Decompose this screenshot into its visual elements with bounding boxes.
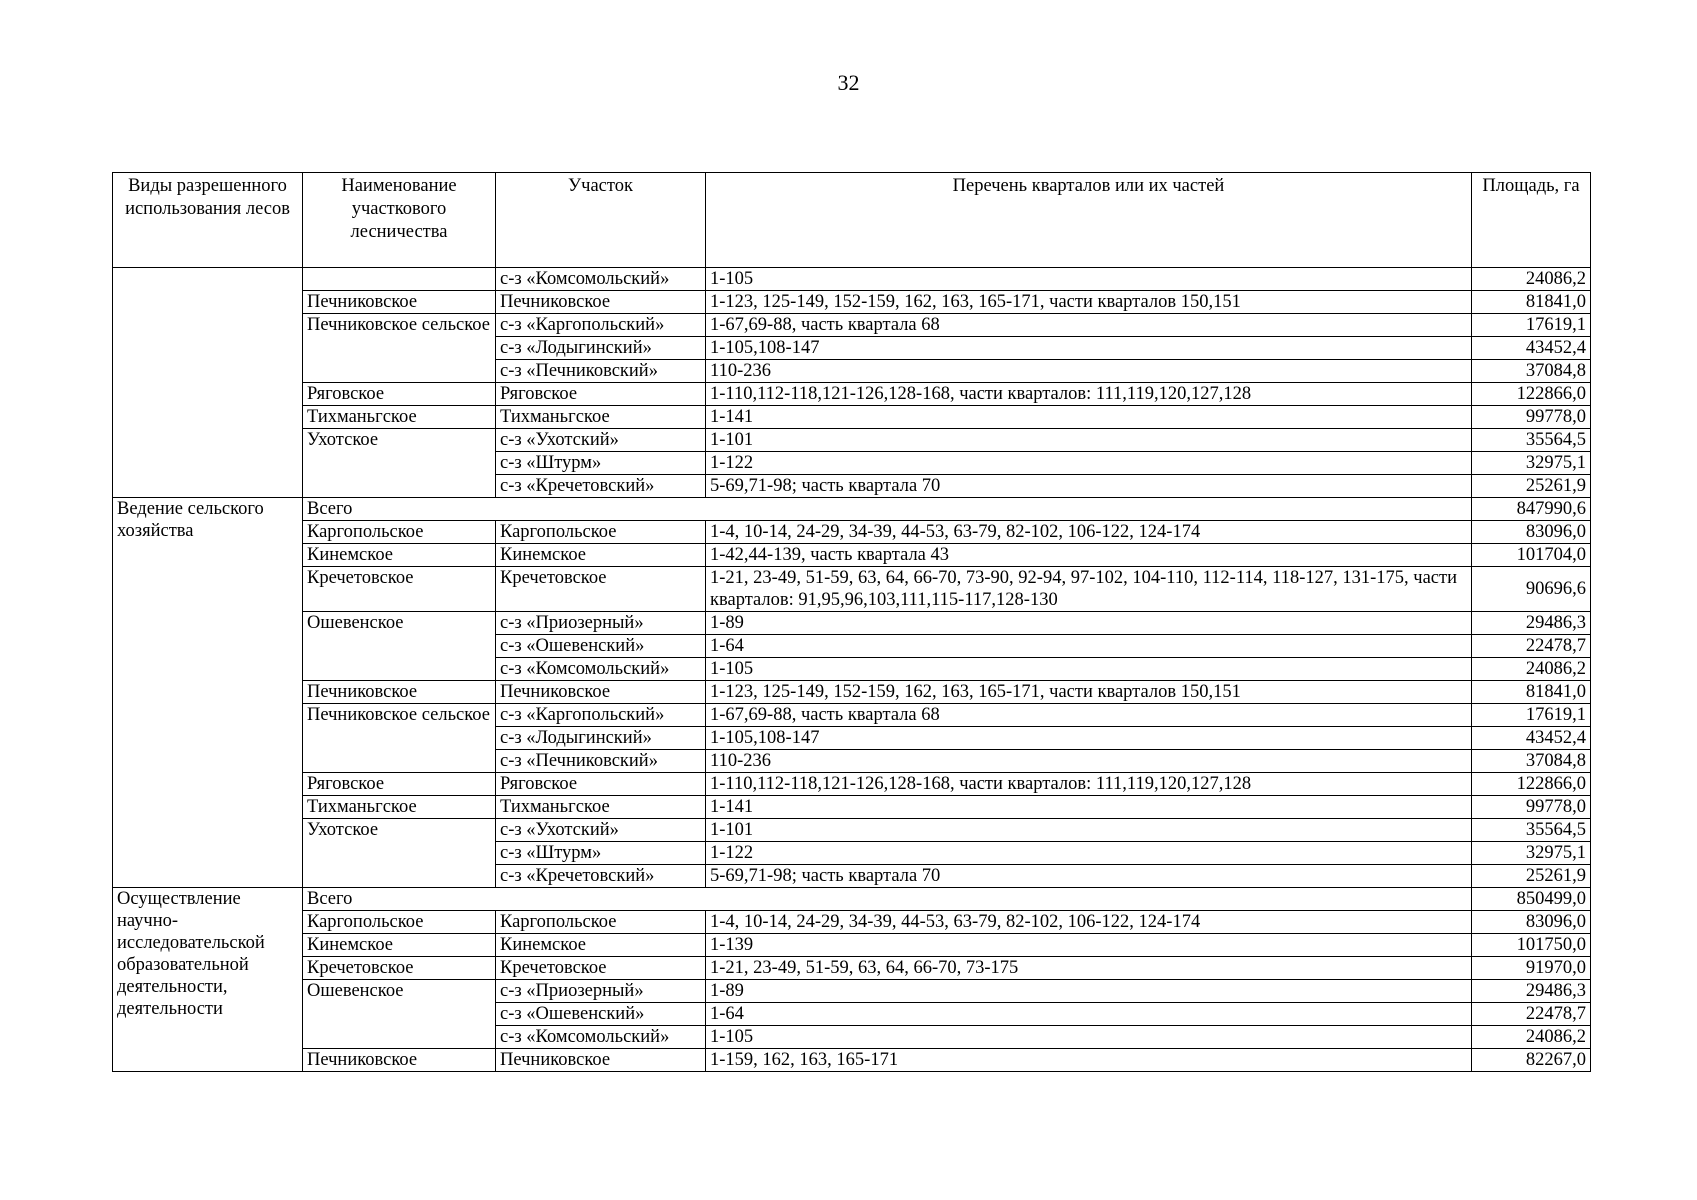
- use-cell: [113, 268, 303, 498]
- quarters-cell: 1-105: [706, 1026, 1472, 1049]
- forestry-cell: Каргопольское: [303, 911, 496, 934]
- use-cell: Осуществление научно-исследовательской образовательной деятельности, деятельности: [113, 888, 303, 1072]
- area-cell: 81841,0: [1472, 291, 1591, 314]
- table-row: [113, 544, 1591, 567]
- area-cell: 43452,4: [1472, 337, 1591, 360]
- table-row: [113, 521, 1591, 544]
- area-cell: 24086,2: [1472, 268, 1591, 291]
- site-cell: с-з «Комсомольский»: [496, 1026, 706, 1049]
- area-cell: 101750,0: [1472, 934, 1591, 957]
- quarters-cell: 5-69,71-98; часть квартала 70: [706, 865, 1472, 888]
- site-cell: с-з «Кречетовский»: [496, 475, 706, 498]
- header-site: Участок: [496, 173, 706, 268]
- area-cell: 99778,0: [1472, 406, 1591, 429]
- quarters-cell: 1-139: [706, 934, 1472, 957]
- site-cell: Тихманьгское: [496, 796, 706, 819]
- forestry-cell: Ряговское: [303, 383, 496, 406]
- table-row: [113, 1049, 1591, 1072]
- quarters-cell: 1-110,112-118,121-126,128-168, части кварталов: 111,119,120,127,128: [706, 383, 1472, 406]
- area-cell: 22478,7: [1472, 635, 1591, 658]
- page-number: 32: [837, 70, 860, 95]
- table-row: [113, 612, 1591, 635]
- forestry-cell: Ухотское: [303, 429, 496, 498]
- site-cell: с-з «Лодыгинский»: [496, 727, 706, 750]
- area-cell: 24086,2: [1472, 658, 1591, 681]
- total-label: Всего: [303, 498, 1472, 521]
- quarters-cell: 1-105,108-147: [706, 337, 1472, 360]
- area-cell: 83096,0: [1472, 521, 1591, 544]
- table-row: [113, 704, 1591, 727]
- area-cell: 32975,1: [1472, 452, 1591, 475]
- site-cell: с-з «Кречетовский»: [496, 865, 706, 888]
- forestry-cell: Печниковское: [303, 291, 496, 314]
- quarters-cell: 1-105: [706, 658, 1472, 681]
- table-row: [113, 934, 1591, 957]
- quarters-cell: 1-67,69-88, часть квартала 68: [706, 314, 1472, 337]
- area-cell: 35564,5: [1472, 429, 1591, 452]
- forestry-cell: Печниковское: [303, 1049, 496, 1072]
- table-row: [113, 268, 1591, 291]
- site-cell: Тихманьгское: [496, 406, 706, 429]
- area-cell: 32975,1: [1472, 842, 1591, 865]
- area-cell: 37084,8: [1472, 360, 1591, 383]
- area-cell: 37084,8: [1472, 750, 1591, 773]
- area-cell: 90696,6: [1472, 567, 1591, 612]
- quarters-cell: 1-64: [706, 1003, 1472, 1026]
- forest-use-table: [112, 172, 1591, 1072]
- quarters-cell: 1-105: [706, 268, 1472, 291]
- total-area: 847990,6: [1472, 498, 1591, 521]
- site-cell: с-з «Лодыгинский»: [496, 337, 706, 360]
- site-cell: с-з «Приозерный»: [496, 980, 706, 1003]
- site-cell: Печниковское: [496, 1049, 706, 1072]
- table-row: [113, 980, 1591, 1003]
- quarters-cell: 1-21, 23-49, 51-59, 63, 64, 66-70, 73-175: [706, 957, 1472, 980]
- quarters-cell: 1-110,112-118,121-126,128-168, части кварталов: 111,119,120,127,128: [706, 773, 1472, 796]
- forestry-cell: Ухотское: [303, 819, 496, 888]
- total-label: Всего: [303, 888, 1472, 911]
- area-cell: 83096,0: [1472, 911, 1591, 934]
- site-cell: с-з «Комсомольский»: [496, 658, 706, 681]
- table-row: [113, 314, 1591, 337]
- quarters-cell: 1-123, 125-149, 152-159, 162, 163, 165-171, части кварталов 150,151: [706, 291, 1472, 314]
- quarters-cell: 1-21, 23-49, 51-59, 63, 64, 66-70, 73-90, 92-94, 97-102, 104-110, 112-114, 118-127, 131-175, части кварталов: 91,95,96,103,111,115-117,128-130: [706, 567, 1472, 612]
- forestry-cell: [303, 268, 496, 291]
- quarters-cell: 1-141: [706, 796, 1472, 819]
- site-cell: с-з «Печниковский»: [496, 750, 706, 773]
- quarters-cell: 1-122: [706, 842, 1472, 865]
- table-row: [113, 567, 1591, 612]
- table-row: [113, 957, 1591, 980]
- table-row: [113, 383, 1591, 406]
- site-cell: Каргопольское: [496, 521, 706, 544]
- total-row: [113, 888, 1591, 911]
- site-cell: с-з «Ошевенский»: [496, 635, 706, 658]
- quarters-cell: 1-64: [706, 635, 1472, 658]
- header-forestry: Наименование участкового лесничества: [303, 173, 496, 268]
- area-cell: 35564,5: [1472, 819, 1591, 842]
- site-cell: с-з «Печниковский»: [496, 360, 706, 383]
- forestry-cell: Печниковское сельское: [303, 314, 496, 383]
- area-cell: 99778,0: [1472, 796, 1591, 819]
- header-area: Площадь, га: [1472, 173, 1591, 268]
- quarters-cell: 1-122: [706, 452, 1472, 475]
- area-cell: 25261,9: [1472, 865, 1591, 888]
- table-row: [113, 819, 1591, 842]
- site-cell: с-з «Ухотский»: [496, 429, 706, 452]
- site-cell: с-з «Штурм»: [496, 842, 706, 865]
- quarters-cell: 110-236: [706, 360, 1472, 383]
- quarters-cell: 1-105,108-147: [706, 727, 1472, 750]
- area-cell: 81841,0: [1472, 681, 1591, 704]
- table-row: [113, 911, 1591, 934]
- forestry-cell: Тихманьгское: [303, 796, 496, 819]
- quarters-cell: 1-159, 162, 163, 165-171: [706, 1049, 1472, 1072]
- area-cell: 17619,1: [1472, 704, 1591, 727]
- area-cell: 101704,0: [1472, 544, 1591, 567]
- total-area: 850499,0: [1472, 888, 1591, 911]
- area-cell: 29486,3: [1472, 980, 1591, 1003]
- table-header-row: [113, 173, 1591, 268]
- quarters-cell: 1-123, 125-149, 152-159, 162, 163, 165-171, части кварталов 150,151: [706, 681, 1472, 704]
- total-row: [113, 498, 1591, 521]
- table-row: [113, 291, 1591, 314]
- site-cell: с-з «Каргопольский»: [496, 314, 706, 337]
- use-cell: Ведение сельского хозяйства: [113, 498, 303, 888]
- forestry-cell: Тихманьгское: [303, 406, 496, 429]
- site-cell: Ряговское: [496, 773, 706, 796]
- table-row: [113, 796, 1591, 819]
- quarters-cell: 110-236: [706, 750, 1472, 773]
- quarters-cell: 5-69,71-98; часть квартала 70: [706, 475, 1472, 498]
- forestry-cell: Печниковское сельское: [303, 704, 496, 773]
- quarters-cell: 1-101: [706, 429, 1472, 452]
- forestry-cell: Кречетовское: [303, 957, 496, 980]
- site-cell: Кречетовское: [496, 957, 706, 980]
- area-cell: 82267,0: [1472, 1049, 1591, 1072]
- site-cell: с-з «Приозерный»: [496, 612, 706, 635]
- forestry-cell: Ошевенское: [303, 612, 496, 681]
- site-cell: с-з «Комсомольский»: [496, 268, 706, 291]
- quarters-cell: 1-4, 10-14, 24-29, 34-39, 44-53, 63-79, 82-102, 106-122, 124-174: [706, 521, 1472, 544]
- area-cell: 24086,2: [1472, 1026, 1591, 1049]
- quarters-cell: 1-141: [706, 406, 1472, 429]
- header-use: Виды разрешенного использования лесов: [113, 173, 303, 268]
- area-cell: 22478,7: [1472, 1003, 1591, 1026]
- forestry-cell: Печниковское: [303, 681, 496, 704]
- quarters-cell: 1-4, 10-14, 24-29, 34-39, 44-53, 63-79, 82-102, 106-122, 124-174: [706, 911, 1472, 934]
- site-cell: с-з «Каргопольский»: [496, 704, 706, 727]
- site-cell: Кинемское: [496, 544, 706, 567]
- table-row: [113, 406, 1591, 429]
- table-row: [113, 681, 1591, 704]
- site-cell: Кинемское: [496, 934, 706, 957]
- header-quarters: Перечень кварталов или их частей: [706, 173, 1472, 268]
- area-cell: 43452,4: [1472, 727, 1591, 750]
- site-cell: Кречетовское: [496, 567, 706, 612]
- table-row: [113, 773, 1591, 796]
- site-cell: Печниковское: [496, 291, 706, 314]
- area-cell: 17619,1: [1472, 314, 1591, 337]
- site-cell: с-з «Ошевенский»: [496, 1003, 706, 1026]
- site-cell: Каргопольское: [496, 911, 706, 934]
- quarters-cell: 1-101: [706, 819, 1472, 842]
- quarters-cell: 1-67,69-88, часть квартала 68: [706, 704, 1472, 727]
- area-cell: 122866,0: [1472, 383, 1591, 406]
- quarters-cell: 1-89: [706, 612, 1472, 635]
- area-cell: 122866,0: [1472, 773, 1591, 796]
- area-cell: 25261,9: [1472, 475, 1591, 498]
- forestry-cell: Каргопольское: [303, 521, 496, 544]
- quarters-cell: 1-89: [706, 980, 1472, 1003]
- site-cell: с-з «Штурм»: [496, 452, 706, 475]
- forestry-cell: Кинемское: [303, 934, 496, 957]
- forestry-cell: Кречетовское: [303, 567, 496, 612]
- table-row: [113, 429, 1591, 452]
- site-cell: Ряговское: [496, 383, 706, 406]
- area-cell: 29486,3: [1472, 612, 1591, 635]
- forestry-cell: Ошевенское: [303, 980, 496, 1049]
- site-cell: с-з «Ухотский»: [496, 819, 706, 842]
- site-cell: Печниковское: [496, 681, 706, 704]
- quarters-cell: 1-42,44-139, часть квартала 43: [706, 544, 1472, 567]
- forestry-cell: Кинемское: [303, 544, 496, 567]
- area-cell: 91970,0: [1472, 957, 1591, 980]
- forestry-cell: Ряговское: [303, 773, 496, 796]
